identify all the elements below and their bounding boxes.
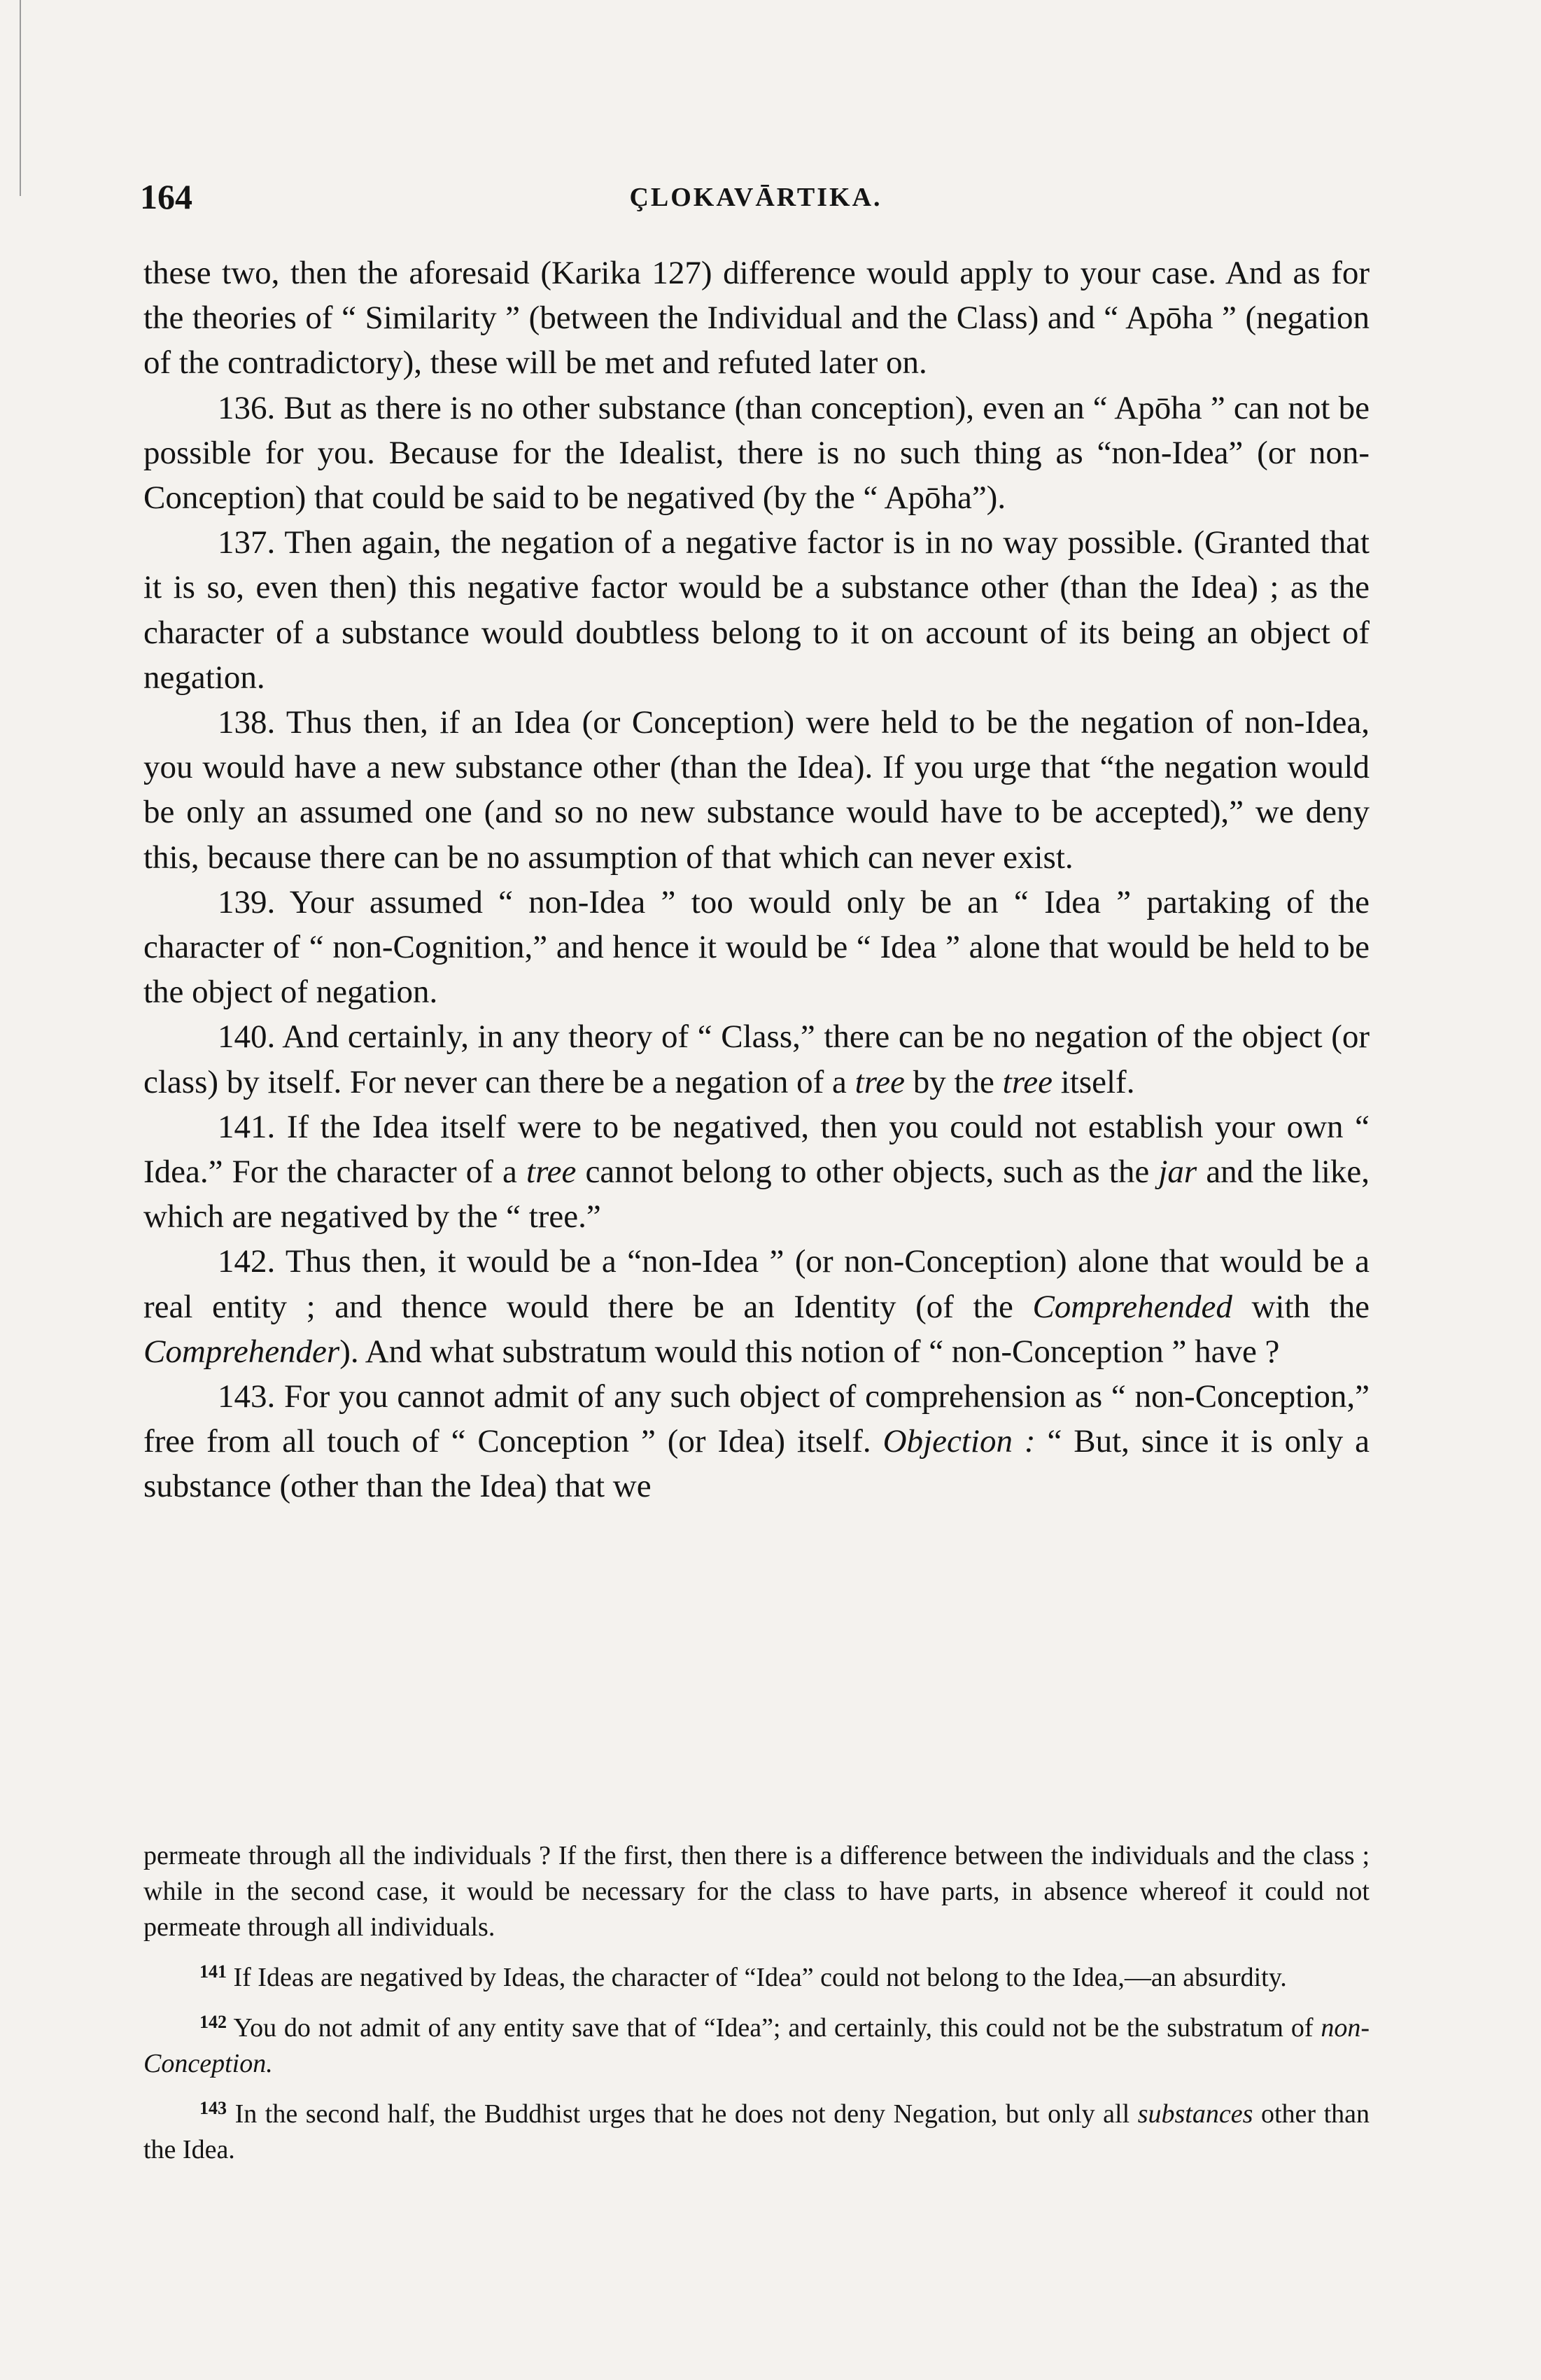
main-text [143, 251, 1370, 1509]
verse-140-text-a: 140. And certainly, in any theory of “ Class,” there can be no negation of the object (or class) by itself. For never can there be a negation of a [143, 1018, 1370, 1100]
verse-140-text-b: by the [913, 1063, 994, 1100]
verse-141 [143, 1105, 1370, 1240]
verse-140 [143, 1014, 1370, 1104]
footnote-143-text-b: other than the Idea. [143, 2099, 1370, 2164]
footnotes [143, 1838, 1370, 2176]
footnote-143-text-a: In the second half, the Buddhist urges that he does not deny Negation, but only all [234, 2099, 1130, 2129]
verse-140-text-c: itself. [1060, 1063, 1135, 1100]
footnote-143-number: 143 [199, 2098, 227, 2118]
footnote-141 [143, 1954, 1370, 1996]
page-header [140, 176, 1372, 225]
verse-143 [143, 1374, 1370, 1509]
verse-142-text-c: ). And what substratum would this notion of “ non-Conception ” have ? [339, 1333, 1280, 1370]
verse-142-text-b: with the [1251, 1288, 1370, 1325]
verse-142-comprehender: Comprehender [143, 1333, 340, 1370]
running-title: ÇLOKAVĀRTIKA. [629, 183, 882, 212]
verse-143-objection-label: Objection : [882, 1423, 1036, 1460]
verse-143-text-a: 143. For you cannot admit of any such object of comprehension as “ non-Conception,” free from all touch of “ Conception ” (or Idea) itself. [143, 1378, 1370, 1460]
footnote-141-number: 141 [199, 1961, 227, 1982]
footnote-143 [143, 2090, 1370, 2168]
paragraph-intro: these two, then the aforesaid (Karika 127) difference would apply to your case. And as for the theories of “ Similarity ” (between the Individual and the Class) and “ Apōha ” (negation of the contradictory), these will be met and refuted later on. [143, 255, 1370, 382]
verse-141-text-c: and the like, which are negatived by the “ tree.” [143, 1154, 1370, 1236]
verse-140-tree-1: tree [854, 1063, 905, 1100]
verse-141-text-a: 141. If the Idea itself were to be negatived, then you could not establish your own “ Idea.” For the character of a [143, 1108, 1370, 1191]
footnote-142-text: You do not admit of any entity save that of “Idea”; and certainly, this could not be the substratum of [233, 2013, 1314, 2043]
footnote-143-italic: substances [1137, 2099, 1253, 2129]
verse-141-text-b: cannot belong to other objects, such as the [585, 1154, 1150, 1191]
footnote-continued: permeate through all the individuals ? If the first, then there is a difference between the individuals and the class ; while in the second case, it would be necessary for the class to have parts, in absence whereof it could not permeate through all individuals. [143, 1841, 1370, 1942]
page-number: 164 [140, 177, 192, 216]
footnote-141-text: If Ideas are negatived by Ideas, the character of “Idea” could not belong to the Idea,—an absurdity. [233, 1963, 1287, 1992]
verse-141-jar: jar [1158, 1154, 1197, 1191]
footnote-142-italic: non-Conception. [143, 2013, 1370, 2078]
verse-138: 138. Thus then, if an Idea (or Conception) were held to be the negation of non-Idea, you would have a new substance other (than the Idea). If you urge that “the negation would be only an assumed one (and so no new substance would have to be accepted),” we deny this, because there can be no assumption of that which can never exist. [143, 704, 1370, 876]
footnote-142-number: 142 [199, 2012, 227, 2032]
verse-142 [143, 1239, 1370, 1374]
verse-140-tree-2: tree [1002, 1063, 1053, 1100]
verse-142-comprehended: Comprehended [1032, 1288, 1232, 1325]
verse-137: 137. Then again, the negation of a negative factor is in no way possible. (Granted that it is so, even then) this negative factor would be a substance other (than the Idea) ; as the character of a substance would doubtless belong to it on account of its being an object of negation. [143, 524, 1370, 696]
footnote-142 [143, 2004, 1370, 2082]
verse-141-tree: tree [526, 1154, 577, 1191]
scan-margin-line [20, 0, 21, 196]
verse-136: 136. But as there is no other substance (than conception), even an “ Apōha ” can not be possible for you. Because for the Idealist, there is no such thing as “non-Idea” (or non-Conception) that could be said to be negatived (by the “ Apōha”). [143, 389, 1370, 517]
verse-142-text-a: 142. Thus then, it would be a “non-Idea ” (or non-Conception) alone that would be a real entity ; and thence would there be an Identity (of the [143, 1243, 1370, 1325]
verse-139: 139. Your assumed “ non-Idea ” too would only be an “ Idea ” partaking of the character of “ non-Cognition,” and hence it would be “ Idea ” alone that would be held to be the object of negation. [143, 883, 1370, 1011]
verse-143-text-b: “ But, since it is only a substance (other than the Idea) that we [143, 1423, 1370, 1505]
